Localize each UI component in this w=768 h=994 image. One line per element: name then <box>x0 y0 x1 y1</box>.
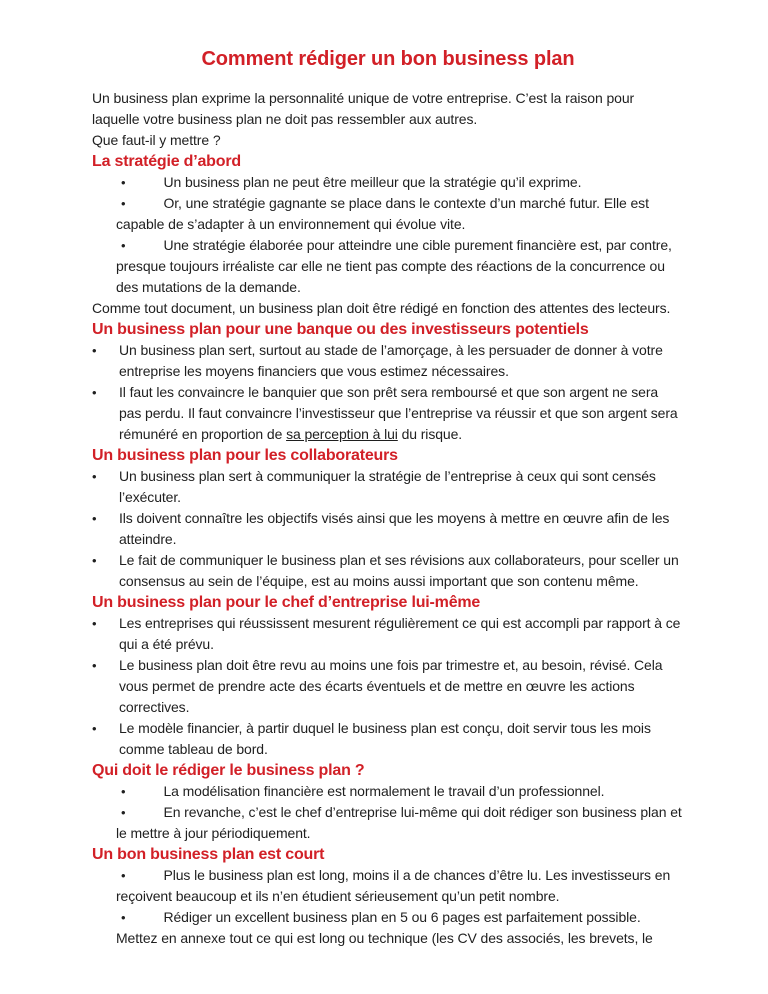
bullet-icon: • <box>92 721 97 736</box>
bullet-icon: • <box>92 469 97 484</box>
bullet-text: Les entreprises qui réussissent mesurent régulièrement ce qui est accompli par rapport à ce qui a été prévu. <box>119 615 681 652</box>
bullet-icon: • <box>121 805 126 820</box>
document-content <box>92 46 684 949</box>
bullet-text: Le fait de communiquer le business plan et ses révisions aux collaborateurs, pour sceller un consensus au sein de l’équipe, est au moins aussi important que son contenu même. <box>119 552 679 589</box>
bullet-text: Plus le business plan est long, moins il a de chances d’être lu. Les investisseurs en reçoivent beaucoup et ils n’en étudient sérieusement qu’un petit nombre. <box>116 867 671 904</box>
section-collaborateurs <box>92 445 684 592</box>
bullet-icon: • <box>121 175 126 190</box>
bullet-icon: • <box>92 658 97 673</box>
bullet-item <box>116 802 684 844</box>
bullet-text: du risque. <box>397 426 463 442</box>
bullet-text: Il faut les convaincre le banquier que son prêt sera remboursé et que son argent ne sera pas perdu. Il faut convaincre l’investisseur que l’entreprise va réussir et que son argent sera rémunéré en proportion de <box>119 384 678 442</box>
bullet-icon: • <box>92 616 97 631</box>
bullet-icon: • <box>121 868 126 883</box>
bullet-text: Le modèle financier, à partir duquel le business plan est conçu, doit servir tous les mois comme tableau de bord. <box>119 720 651 757</box>
section-la-strategie-dabord <box>92 151 684 319</box>
bullet-item <box>92 550 684 592</box>
bullet-icon: • <box>121 784 126 799</box>
bullet-text: La modélisation financière est normalement le travail d’un professionnel. <box>163 783 605 799</box>
bullet-item <box>92 466 684 508</box>
section-qui-doit-rediger <box>92 760 684 844</box>
bullet-text: Le business plan doit être revu au moins une fois par trimestre et, au besoin, révisé. Cela vous permet de prendre acte des écarts éventuels et de mettre en œuvre les actions correctives. <box>119 657 663 715</box>
section-heading: Un business plan pour le chef d’entreprise lui-même <box>92 594 481 611</box>
bullet-text: Un business plan sert, surtout au stade de l’amorçage, à les persuader de donner à votre entreprise les moyens financiers que vous estimez nécessaires. <box>119 342 663 379</box>
bullet-item <box>116 781 684 802</box>
bullet-icon: • <box>92 553 97 568</box>
bullet-item <box>92 382 684 445</box>
section-closing-paragraph: Comme tout document, un business plan doit être rédigé en fonction des attentes des lecteurs. <box>92 300 671 316</box>
bullet-icon: • <box>92 343 97 358</box>
bullet-icon: • <box>121 910 126 925</box>
bullet-item <box>116 193 684 235</box>
bullet-item <box>92 718 684 760</box>
bullet-item <box>116 235 684 298</box>
bullet-icon: • <box>92 385 97 400</box>
bullet-item <box>116 172 684 193</box>
bullet-icon: • <box>92 511 97 526</box>
bullet-item <box>92 508 684 550</box>
section-heading: Un bon business plan est court <box>92 846 325 863</box>
bullet-item <box>92 655 684 718</box>
intro-question: Que faut-il y mettre ? <box>92 132 221 148</box>
bullet-text: Un business plan ne peut être meilleur que la stratégie qu’il exprime. <box>163 174 582 190</box>
bullet-icon: • <box>121 196 126 211</box>
page-title: Comment rédiger un bon business plan <box>201 48 575 70</box>
bullet-item <box>116 907 684 949</box>
section-plan-court <box>92 844 684 949</box>
bullet-text: Ils doivent connaître les objectifs visés ainsi que les moyens à mettre en œuvre afin de les atteindre. <box>119 510 670 547</box>
bullet-text: Or, une stratégie gagnante se place dans le contexte d’un marché futur. Elle est capable de s’adapter à un environnement qui évolue vite. <box>116 195 649 232</box>
bullet-icon: • <box>121 238 126 253</box>
bullet-item <box>92 613 684 655</box>
bullet-text: En revanche, c’est le chef d’entreprise lui-même qui doit rédiger son business plan et le mettre à jour périodiquement. <box>116 804 682 841</box>
bullet-text: Rédiger un excellent business plan en 5 ou 6 pages est parfaitement possible. Mettez en annexe tout ce qui est long ou technique (les CV des associés, les brevets, le <box>116 909 653 946</box>
section-heading: Un business plan pour les collaborateurs <box>92 447 398 464</box>
section-chef-entreprise <box>92 592 684 760</box>
section-banque-investisseurs <box>92 319 684 445</box>
bullet-text: Une stratégie élaborée pour atteindre une cible purement financière est, par contre, presque toujours irréaliste car elle ne tient pas compte des réactions de la concurrence ou des mutations de la demande. <box>116 237 672 295</box>
section-heading: La stratégie d’abord <box>92 153 241 170</box>
bullet-text: Un business plan sert à communiquer la stratégie de l’entreprise à ceux qui sont censés l’exécuter. <box>119 468 656 505</box>
underlined-phrase: sa perception à lui <box>286 426 398 442</box>
bullet-item <box>92 340 684 382</box>
intro-paragraph: Un business plan exprime la personnalité unique de votre entreprise. C’est la raison pour laquelle votre business plan ne doit pas ressembler aux autres. <box>92 90 635 127</box>
bullet-item <box>116 865 684 907</box>
section-heading: Un business plan pour une banque ou des investisseurs potentiels <box>92 321 589 338</box>
section-heading: Qui doit le rédiger le business plan ? <box>92 762 365 779</box>
